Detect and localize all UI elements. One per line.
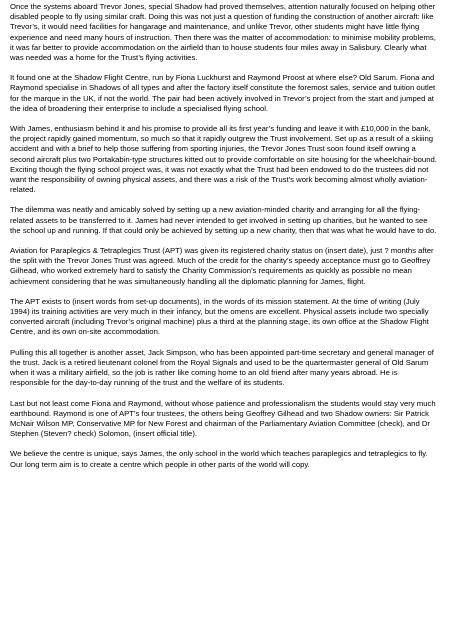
document-page xyxy=(10,2,438,470)
paragraph-dilemma: The dilemma was neatly and amicably solved by setting up a new aviation-minded charity and arranging for all the flying-related assets to be transferred to it. James had never intended to get involved in setting up charities, but he wanted to see the school up and running. If that could only be achieved by setting up a new charity, then that was what he would have to do. xyxy=(10,205,437,235)
paragraph-apt-mission: The APT exists to (insert words from set-up documents), in the words of its mission statement. At the time of writing (July 1994) its training activities are very much in their infancy, but the omens are excellent. Physical assets include two specially converted aircraft (including Trevor’s original machine) plus a third at the planning stage, its own office at the Shadow Flight Centre, and its own on-site accommodation. xyxy=(10,296,429,337)
paragraph-james-enthusiasm: With James, enthusiasm behind it and his promise to provide all its first year’s funding and leave it with £10,000 in the bank, the project rapidly gained momentum, so much so that it rapidly outgrew the Trust involvement. Set up as a result of a skiiing accident and with a brief to help those suffering from sporting injuries, the Trevor Jones Trust soon found itself owning a second aircraft plus two Portakabin-type structures kitted out to provide comfortable on site housing for the wheelchair-bound. Exciting though the flying school project was, it was not exactly what the Trust had been endowed to do the trustees did not want the responsibility of owning physical assets, and there was a risk of the Trust’s work becoming almost wholly aviation-related. xyxy=(10,124,437,195)
paragraph-intro: Once the systems aboard Trevor Jones, special Shadow had proved themselves, attention naturally focused on helping other disabled people to fly using similar craft. Doing this was not just a question of funding the construction of another aircraft: like Trevor’s, it would need facilities for hangarage and maintenance, and unlike Trevor, other students might have little flying experience and need many hours of instruction. Then there was the matter of accommodation: to minimise mobility problems, it was far better to provide accommodation on the airfield than to house students four miles away in Salisbury. Clearly what was needed was a home for the Trust’s flying activities. xyxy=(10,2,436,63)
paragraph-jack-simpson: Pulling this all together is another asset, Jack Simpson, who has been appointed part-time secretary and general manager of the trust. Jack is a retired lieutenant colonel from the Royal Signals and used to be the quartermaster general of Old Sarum when it was a military airfield, so the job is rather like coming home to an old friend after many years abroad. He is responsible for the day-to-day running of the trust and the welfare of its students. xyxy=(10,347,434,388)
paragraph-unique-centre: We believe the centre is unique, says James, the only school in the world which teaches paraplegics and tetraplegics to fly. Our long term aim is to create a centre which people in other parts of the world will copy. xyxy=(10,449,428,469)
paragraph-shadow-flight-centre: It found one at the Shadow Flight Centre, run by Fiona Luckhurst and Raymond Proost at where else? Old Sarum. Fiona and Raymond specialise in Shadows of all types and after the factory itself constitute the foremost sales, service and tuition outlet for the marque in the UK, if not the world. The pair had been actively involved in Trevor’s project from the start and jumped at the idea of broadening their enterprise to include a specialised flying school. xyxy=(10,73,436,113)
paragraph-apt-charity: Aviation for Paraplegics & Tetraplegics Trust (APT) was given its registered charity status on (insert date), just ? months after the split with the Trevor Jones Trust was agreed. Much of the credit for the charity’s speedy acceptance must go to Geoffrey Gilhead, who worked extremely hard to satisfy the Charity Commission’s requirements as quickly as possible no mean achievment considering that he was simultaneously handling all the diplomatic planning for James, flight. xyxy=(10,246,434,286)
paragraph-fiona-raymond: Last but not least come Fiona and Raymond, without whose patience and professionalism the students would stay very much earthbound. Raymond is one of APT’s four trustees, the others being Geoffrey Gilhead and two Shadow owners: Sir Patrick McNair Wilson MP, Conservative MP for New Forest and chairman of the Parliamentary Aviation Committee (check), and Dr Stephen (Steven? check) Solomon, (insert official title). xyxy=(10,398,436,439)
